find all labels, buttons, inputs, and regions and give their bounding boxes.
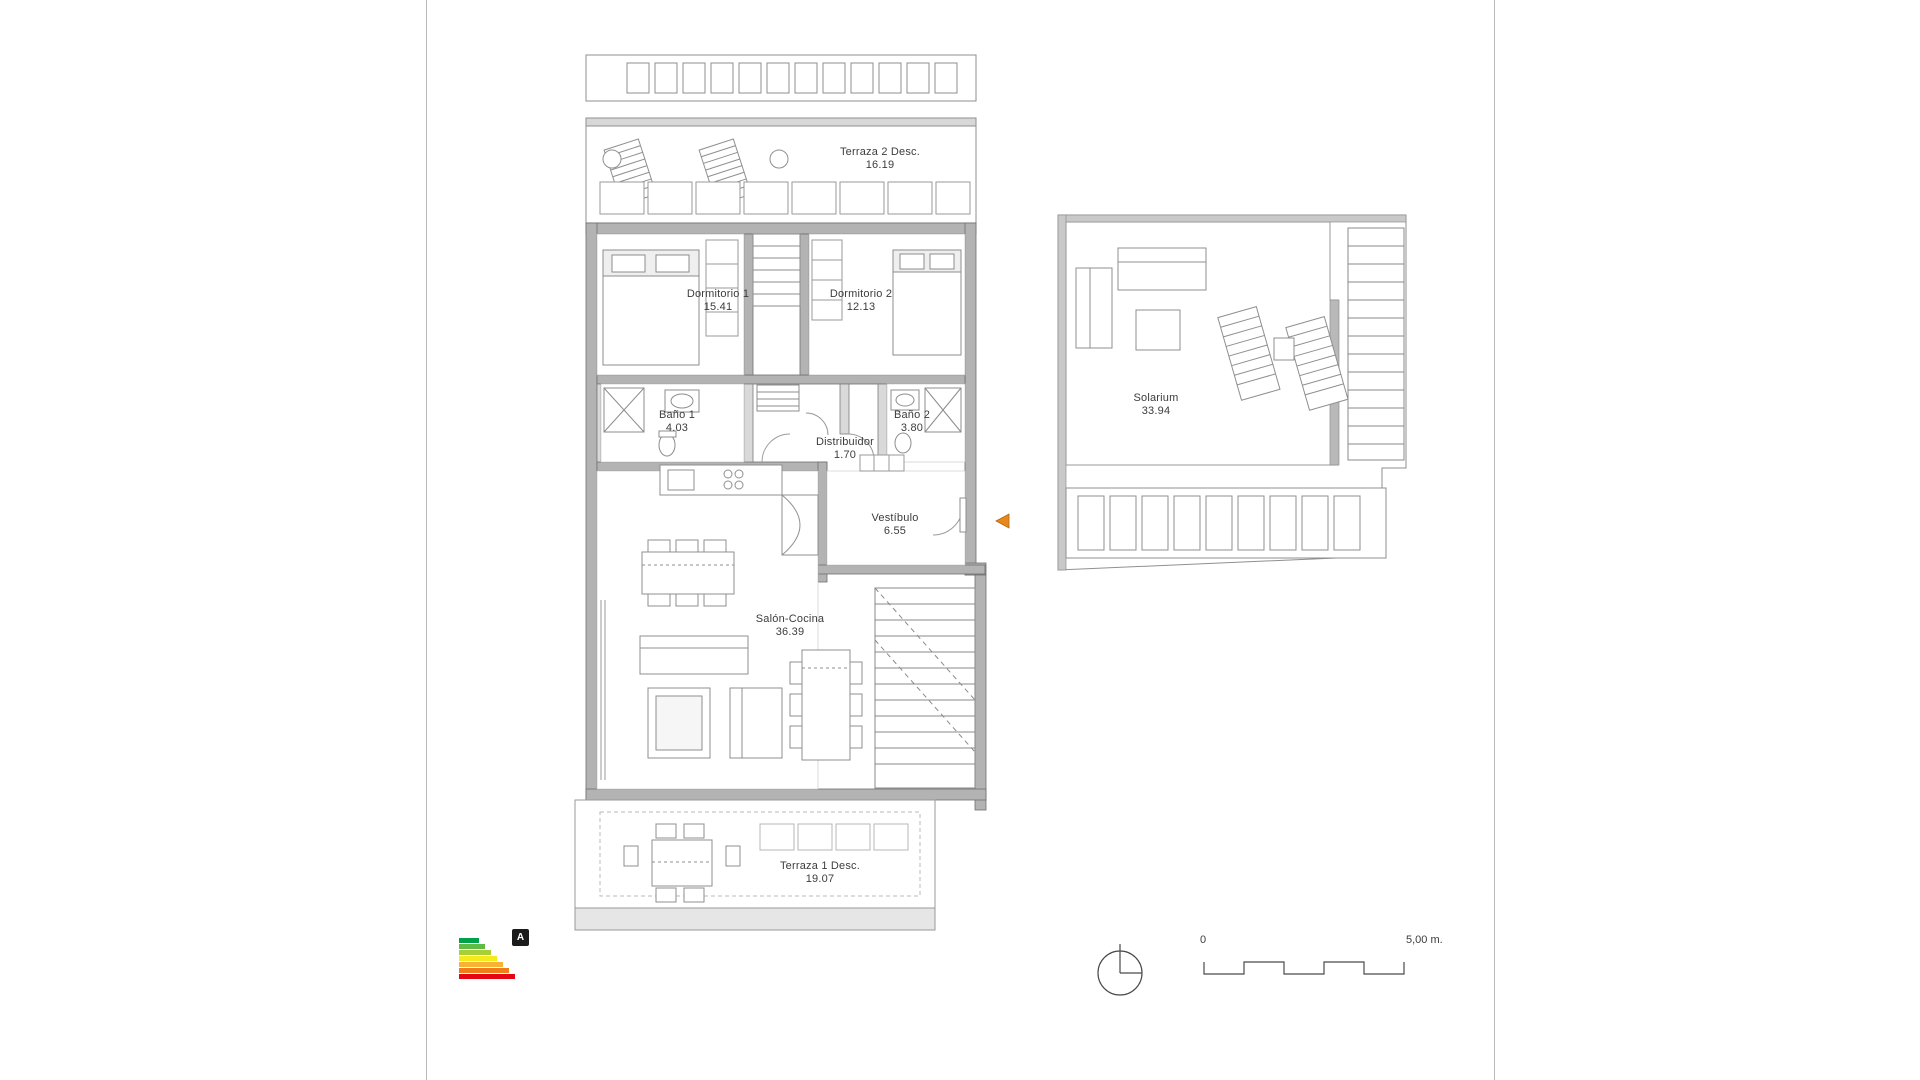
- room-label-bano2: [852, 409, 972, 435]
- room-label-terraza2: [805, 146, 955, 172]
- room-area: 12.13: [846, 301, 876, 313]
- room-area: 3.80: [900, 422, 924, 434]
- room-name: Dormitorio 2: [829, 288, 893, 300]
- energy-rating-widget: [459, 932, 529, 986]
- room-label-salon-cocina: [715, 613, 865, 639]
- room-name: Terraza 1 Desc.: [779, 860, 861, 872]
- room-area: 1.70: [833, 449, 857, 461]
- room-label-distribuidor: [780, 436, 910, 462]
- room-name: Solarium: [1133, 392, 1179, 404]
- scale-zero-label: 0: [1200, 934, 1207, 946]
- room-name: Baño 2: [893, 409, 931, 421]
- energy-bar-g: [459, 974, 515, 979]
- room-name: Baño 1: [658, 409, 696, 421]
- room-label-dormitorio2: [786, 288, 936, 314]
- room-area: 36.39: [775, 626, 805, 638]
- north-arrow-icon: [1090, 940, 1150, 1000]
- energy-bar-f: [459, 968, 509, 973]
- room-label-bano1: [617, 409, 737, 435]
- room-name: Dormitorio 1: [686, 288, 750, 300]
- room-name: Terraza 2 Desc.: [839, 146, 921, 158]
- energy-bar-e: [459, 962, 503, 967]
- energy-bar-b: [459, 944, 485, 949]
- energy-grade-badge: A: [512, 929, 529, 946]
- room-area: 4.03: [665, 422, 689, 434]
- room-name: Distribuidor: [815, 436, 875, 448]
- room-area: 19.07: [805, 873, 835, 885]
- room-area: 16.19: [865, 159, 895, 171]
- scale-max-label: 5,00 m.: [1406, 934, 1443, 946]
- room-name: Vestíbulo: [871, 512, 919, 524]
- room-label-terraza1: [745, 860, 895, 886]
- room-label-vestibulo: [835, 512, 955, 538]
- room-area: 6.55: [883, 525, 907, 537]
- room-name: Salón-Cocina: [755, 613, 825, 625]
- room-label-dormitorio1: [643, 288, 793, 314]
- room-area: 33.94: [1141, 405, 1171, 417]
- room-area: 15.41: [703, 301, 733, 313]
- energy-bar-c: [459, 950, 491, 955]
- energy-bar-d: [459, 956, 497, 961]
- room-label-solarium: [1081, 392, 1231, 418]
- entrance-marker: [996, 514, 1009, 528]
- scale-bar: [1200, 934, 1450, 988]
- energy-bar-a: [459, 938, 479, 943]
